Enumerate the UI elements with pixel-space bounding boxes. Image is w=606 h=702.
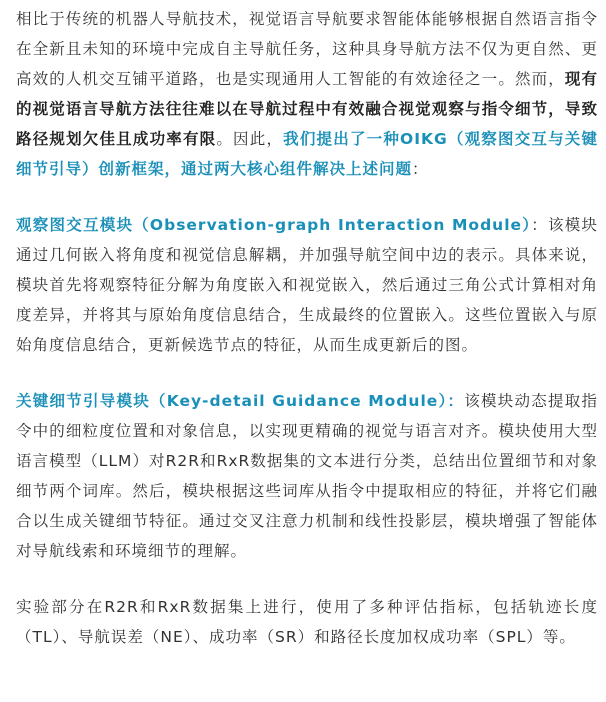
intro-text-3: ： — [412, 160, 429, 178]
module2-colon: ： — [447, 392, 465, 410]
intro-text-1: 相比于传统的机器人导航技术，视觉语言导航要求智能体能够根据自然语言指令在全新且未知的环境中完成自主导航任务，这种具身导航方法不仅为更自然、更高效的人机交互铺平道路，也是实现通用人工智能的有效途径之一。然而， — [16, 10, 598, 88]
module2-body: 该模块动态提取指令中的细粒度位置和对象信息，以实现更精确的视觉与语言对齐。模块使用大型语言模型（LLM）对R2R和RxR数据集的文本进行分类，总结出位置细节和对象细节两个词库。然后，模块根据这些词库从指令中提取相应的特征，并将它们融合以生成关键细节特征。通过交叉注意力机制和线性投影层，模块增强了智能体对导航线索和环境细节的理解。 — [16, 392, 598, 560]
module2-paragraph — [16, 386, 598, 566]
module2-title: 关键细节引导模块（Key-detail Guidance Module） — [16, 392, 448, 410]
intro-accent-oikg: 我们提出了一种OIKG（观察图交互与关键细节引导）创新框架，通过两大核心组件解决上述问题 — [16, 130, 598, 178]
intro-paragraph — [16, 4, 598, 184]
experiments-text: 实验部分在R2R和RxR数据集上进行，使用了多种评估指标，包括轨迹长度（TL）、导航误差（NE）、成功率（SR）和路径长度加权成功率（SPL）等。 — [16, 598, 598, 646]
module1-title: 观察图交互模块（Observation-graph Interaction Module） — [16, 216, 532, 234]
experiments-paragraph — [16, 592, 598, 652]
intro-text-2: 。因此， — [216, 130, 284, 148]
intro-bold-problem: 现有的视觉语言导航方法往往难以在导航过程中有效融合视觉观察与指令细节，导致路径规划欠佳且成功率有限 — [16, 70, 598, 148]
module1-paragraph — [16, 210, 598, 360]
module1-body: ：该模块通过几何嵌入将角度和视觉信息解耦，并加强导航空间中边的表示。具体来说，模块首先将观察特征分解为角度嵌入和视觉嵌入，然后通过三角公式计算相对角度差异，并将其与原始角度信息结合，生成最终的位置嵌入。这些位置嵌入与原始角度信息结合，更新候选节点的特征，从而生成更新后的图。 — [16, 216, 598, 354]
